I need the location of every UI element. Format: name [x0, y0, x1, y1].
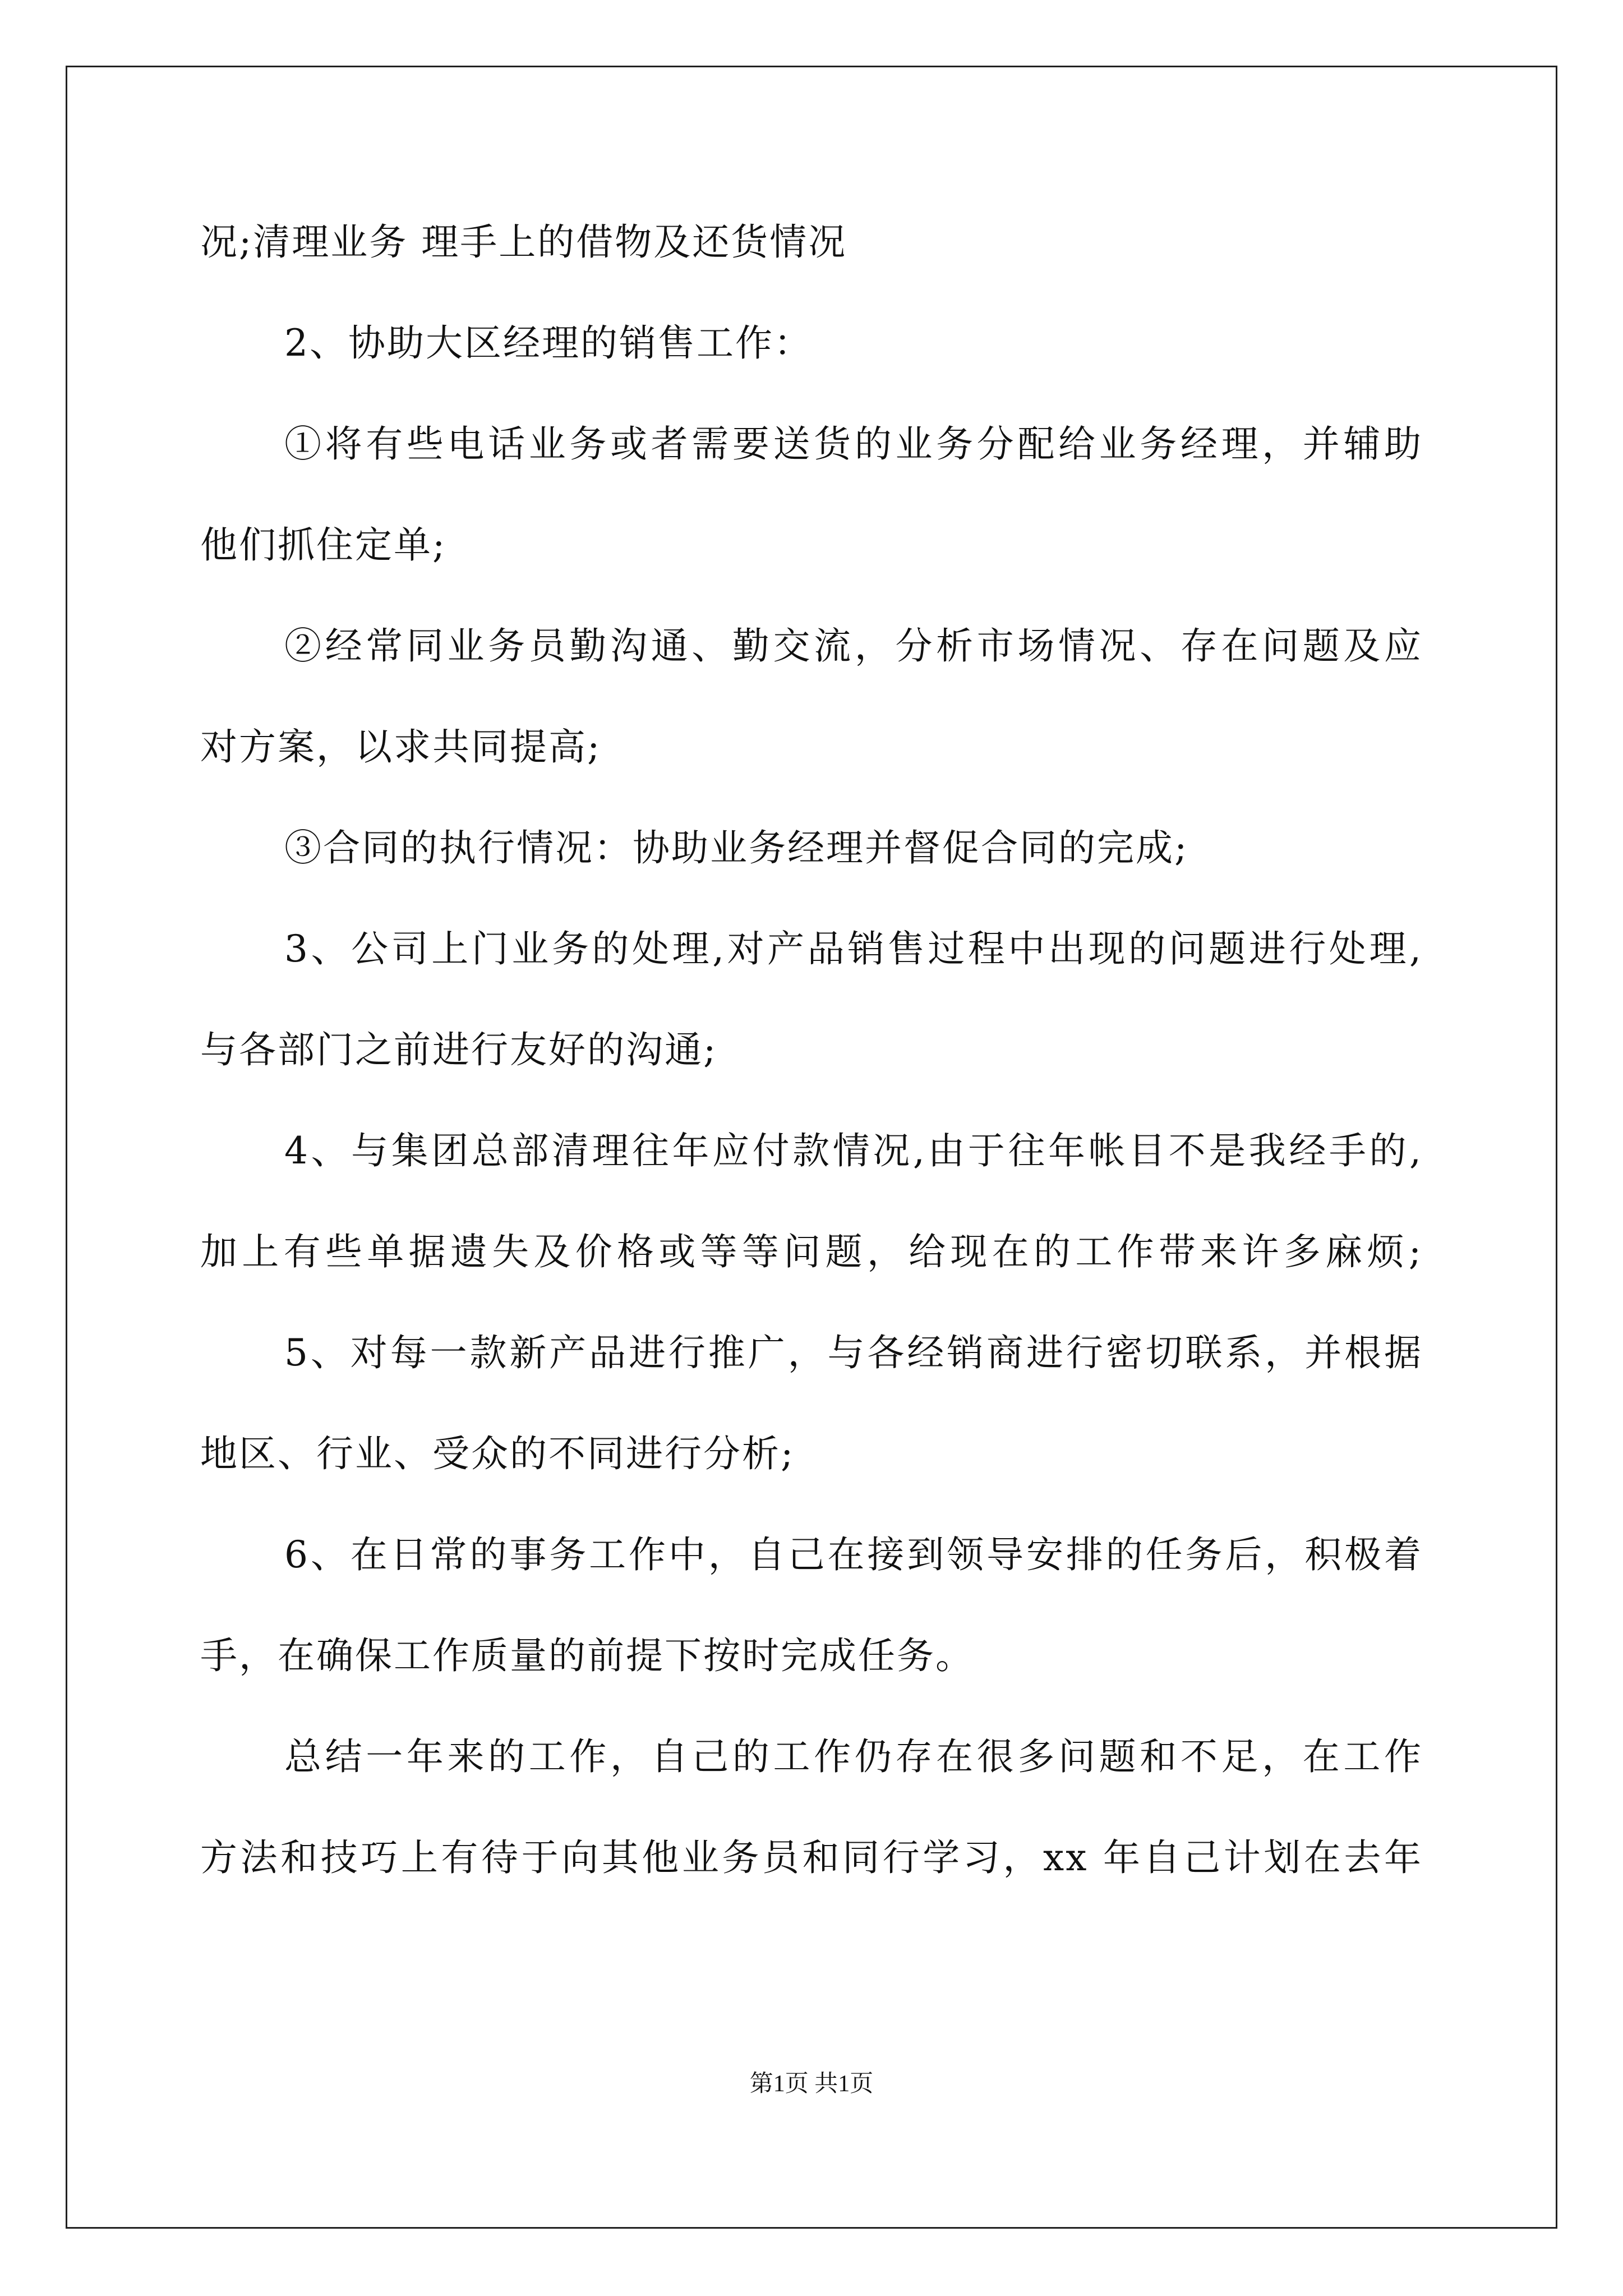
- page-footer: 第1页 共1页: [749, 2071, 874, 2097]
- text-line-15: 手，在确保工作质量的前提下按时完成任务。: [200, 1634, 974, 1677]
- text-line-3: ①将有些电话业务或者需要送货的业务分配给业务经理，并辅助: [284, 422, 1423, 466]
- text-line-10: 4、与集团总部清理往年应付款情况,由于往年帐目不是我经手的,: [284, 1129, 1423, 1172]
- text-line-11: 加上有些单据遗失及价格或等等问题，给现在的工作带来许多麻烦;: [200, 1230, 1423, 1273]
- text-line-16: 总结一年来的工作，自己的工作仍存在很多问题和不足，在工作: [284, 1735, 1423, 1778]
- text-line-1: 况;清理业务 理手上的借物及还货情况: [200, 220, 847, 264]
- text-line-7: ③合同的执行情况：协助业务经理并督促合同的完成;: [284, 826, 1189, 869]
- text-line-9: 与各部门之前进行友好的沟通;: [200, 1028, 718, 1071]
- text-line-14: 6、在日常的事务工作中，自己在接到领导安排的任务后，积极着: [284, 1533, 1423, 1576]
- text-line-4: 他们抓住定单;: [200, 523, 447, 567]
- text-line-17: 方法和技巧上有待于向其他业务员和同行学习，xx 年自己计划在去年: [200, 1836, 1423, 1879]
- text-line-6: 对方案，以求共同提高;: [200, 725, 602, 769]
- text-line-5: ②经常同业务员勤沟通、勤交流，分析市场情况、存在问题及应: [284, 624, 1423, 668]
- text-line-8: 3、公司上门业务的处理,对产品销售过程中出现的问题进行处理,: [284, 927, 1423, 970]
- text-line-12: 5、对每一款新产品进行推广，与各经销商进行密切联系，并根据: [284, 1331, 1423, 1374]
- text-line-2: 2、协助大区经理的销售工作：: [284, 321, 813, 365]
- text-line-13: 地区、行业、受众的不同进行分析;: [200, 1432, 795, 1475]
